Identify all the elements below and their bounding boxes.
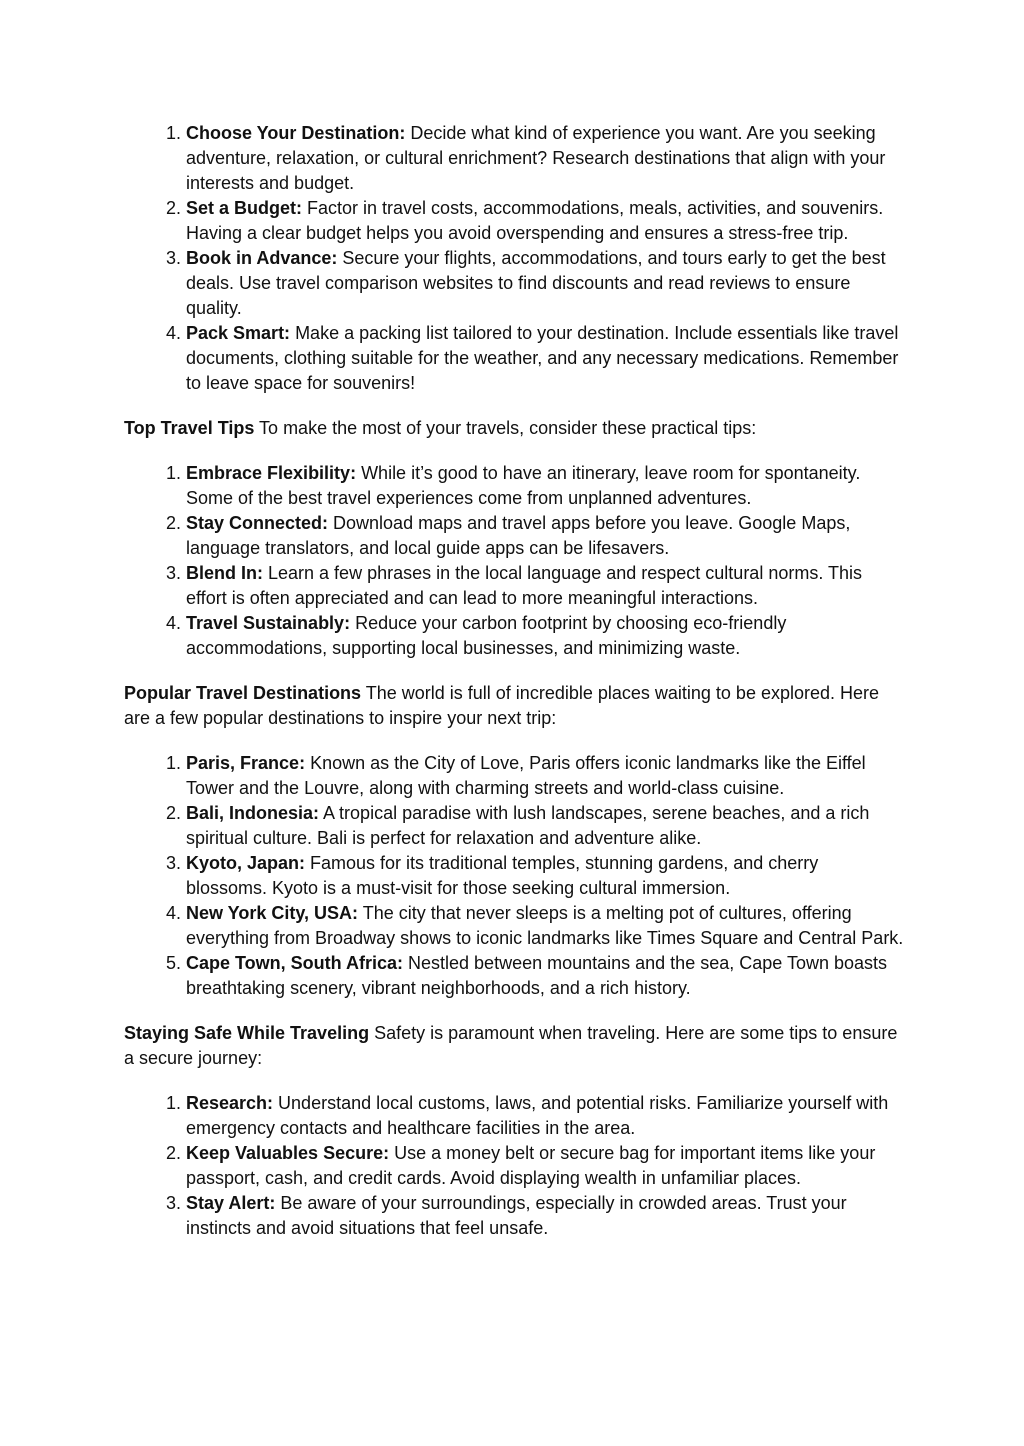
item-term: Bali, Indonesia:	[186, 803, 320, 823]
item-text: Known as the City of Love, Paris offers iconic landmarks like the Eiffel Tower and the Louvre, along with charming streets and world-class cuisine.	[186, 753, 866, 798]
section-intro: To make the most of your travels, consider these practical tips:	[254, 418, 757, 438]
list-item	[186, 461, 904, 511]
item-term: Stay Connected:	[186, 513, 329, 533]
planning-list	[124, 121, 904, 396]
item-term: Pack Smart:	[186, 323, 291, 343]
item-term: Book in Advance:	[186, 248, 338, 268]
list-item	[186, 751, 904, 801]
list-item	[186, 1091, 904, 1141]
item-text: Famous for its traditional temples, stunning gardens, and cherry blossoms. Kyoto is a must-visit for those seeking cultural immersion.	[186, 853, 819, 898]
destinations-intro	[124, 681, 904, 731]
section-intro: The world is full of incredible places waiting to be explored. Here are a few popular destinations to inspire your next trip:	[124, 683, 880, 728]
item-text: A tropical paradise with lush landscapes, serene beaches, and a rich spiritual culture. Bali is perfect for relaxation and adventure alike.	[186, 803, 870, 848]
section-heading: Staying Safe While Traveling	[124, 1023, 370, 1043]
list-item	[186, 801, 904, 851]
list-item	[186, 321, 904, 396]
item-term: Research:	[186, 1093, 274, 1113]
item-text: Secure your flights, accommodations, and tours early to get the best deals. Use travel comparison websites to find discounts and read reviews to ensure quality.	[186, 248, 886, 318]
item-term: Choose Your Destination:	[186, 123, 406, 143]
list-item	[186, 246, 904, 321]
item-term: Cape Town, South Africa:	[186, 953, 404, 973]
document-page	[124, 121, 904, 1241]
item-text: While it’s good to have an itinerary, leave room for spontaneity. Some of the best travel experiences come from unplanned adventures.	[186, 463, 861, 508]
item-term: Kyoto, Japan:	[186, 853, 306, 873]
item-text: Reduce your carbon footprint by choosing eco-friendly accommodations, supporting local businesses, and minimizing waste.	[186, 613, 787, 658]
item-text: Decide what kind of experience you want. Are you seeking adventure, relaxation, or cultural enrichment? Research destinations that align with your interests and budget.	[186, 123, 886, 193]
safety-list	[124, 1091, 904, 1241]
destinations-list	[124, 751, 904, 1001]
list-item	[186, 1141, 904, 1191]
item-term: Paris, France:	[186, 753, 306, 773]
item-term: Travel Sustainably:	[186, 613, 351, 633]
item-text: Nestled between mountains and the sea, Cape Town boasts breathtaking scenery, vibrant neighborhoods, and a rich history.	[186, 953, 887, 998]
list-item	[186, 196, 904, 246]
item-text: Make a packing list tailored to your destination. Include essentials like travel documents, clothing suitable for the weather, and any necessary medications. Remember to leave space for souvenirs!	[186, 323, 899, 393]
list-item	[186, 611, 904, 661]
item-term: Stay Alert:	[186, 1193, 276, 1213]
item-text: Understand local customs, laws, and potential risks. Familiarize yourself with emergency contacts and healthcare facilities in the area.	[186, 1093, 889, 1138]
list-item	[186, 951, 904, 1001]
item-text: Download maps and travel apps before you leave. Google Maps, language translators, and local guide apps can be lifesavers.	[186, 513, 851, 558]
section-heading: Popular Travel Destinations	[124, 683, 362, 703]
item-term: Set a Budget:	[186, 198, 303, 218]
item-text: Use a money belt or secure bag for important items like your passport, cash, and credit cards. Avoid displaying wealth in unfamiliar places.	[186, 1143, 876, 1188]
list-item	[186, 511, 904, 561]
item-text: The city that never sleeps is a melting pot of cultures, offering everything from Broadway shows to iconic landmarks like Times Square and Central Park.	[186, 903, 904, 948]
list-item	[186, 851, 904, 901]
list-item	[186, 561, 904, 611]
item-text: Learn a few phrases in the local language and respect cultural norms. This effort is often appreciated and can lead to more meaningful interactions.	[186, 563, 863, 608]
section-intro: Safety is paramount when traveling. Here are some tips to ensure a secure journey:	[124, 1023, 898, 1068]
item-text: Factor in travel costs, accommodations, meals, activities, and souvenirs. Having a clear budget helps you avoid overspending and ensures a stress-free trip.	[186, 198, 884, 243]
tips-intro	[124, 416, 904, 441]
list-item	[186, 1191, 904, 1241]
list-item	[186, 901, 904, 951]
item-term: Keep Valuables Secure:	[186, 1143, 390, 1163]
safety-intro	[124, 1021, 904, 1071]
section-heading: Top Travel Tips	[124, 418, 255, 438]
item-term: New York City, USA:	[186, 903, 359, 923]
list-item	[186, 121, 904, 196]
item-text: Be aware of your surroundings, especially in crowded areas. Trust your instincts and avoid situations that feel unsafe.	[186, 1193, 847, 1238]
item-term: Blend In:	[186, 563, 263, 583]
tips-list	[124, 461, 904, 661]
item-term: Embrace Flexibility:	[186, 463, 357, 483]
